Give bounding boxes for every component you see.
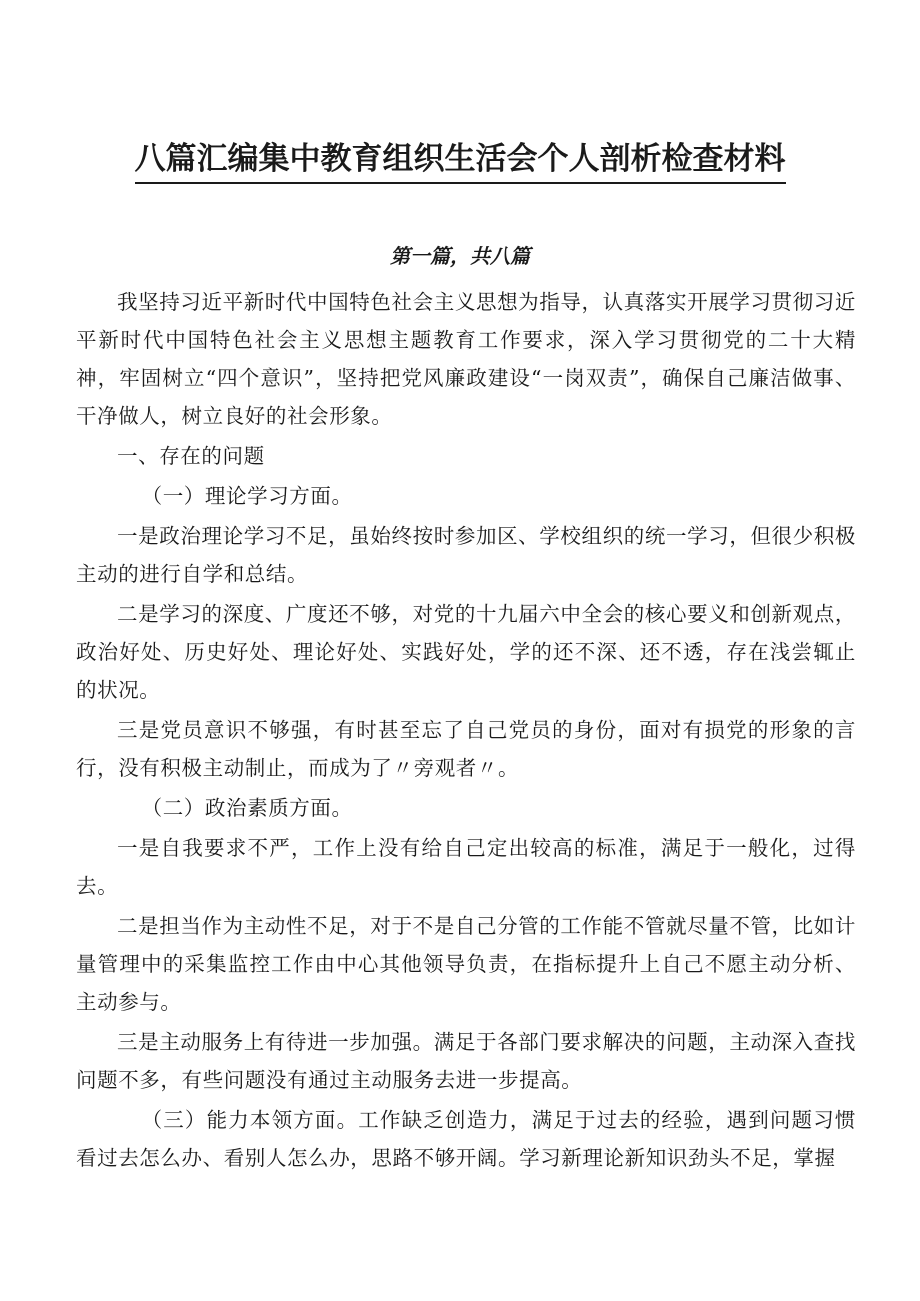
- body-paragraph: 二是担当作为主动性不足，对于不是自己分管的工作能不管就尽量不管，比如计量管理中的采集监控工作由中心其他领导负责，在指标提升上自己不愿主动分析、主动参与。: [76, 914, 856, 1014]
- document-title: [0, 138, 920, 184]
- intro-paragraph: 我坚持习近平新时代中国特色社会主义思想为指导，认真落实开展学习贯彻习近平新时代中国特色社会主义思想主题教育工作要求，深入学习贯彻党的二十大精神，牢固树立“四个意识”，坚持把党风廉政建设“一岗双责”，确保自己廉洁做事、干净做人，树立良好的社会形象。: [76, 290, 856, 428]
- body-paragraph: 一是政治理论学习不足，虽始终按时参加区、学校组织的统一学习，但很少积极主动的进行自学和总结。: [76, 524, 856, 586]
- body-paragraph: 一是自我要求不严，工作上没有给自己定出较高的标准，满足于一般化，过得去。: [76, 836, 856, 898]
- subsection-heading-political-quality: （二）政治素质方面。: [141, 796, 353, 820]
- body-paragraph: 三是党员意识不够强，有时甚至忘了自己党员的身份，面对有损党的形象的言行，没有积极主动制止，而成为了〃旁观者〃。: [76, 718, 856, 780]
- body-paragraph: 二是学习的深度、广度还不够，对党的十九届六中全会的核心要义和创新观点，政治好处、历史好处、理论好处、实践好处，学的还不深、还不透，存在浅尝辄止的状况。: [76, 602, 856, 702]
- body-paragraph: 三是主动服务上有待进一步加强。满足于各部门要求解决的问题，主动深入查找问题不多，有些问题没有通过主动服务去进一步提高。: [76, 1030, 856, 1092]
- document-body: [76, 283, 856, 1179]
- document-subtitle: 第一篇，共八篇: [390, 244, 530, 268]
- section-heading-problems: 一、存在的问题: [117, 444, 265, 468]
- document-title-text: 八篇汇编集中教育组织生活会个人剖析检查材料: [135, 138, 786, 184]
- subsection-heading-ability: （三）能力本领方面。工作缺乏创造力，满足于过去的经验，遇到问题习惯看过去怎么办、看别人怎么办，思路不够开阔。学习新理论新知识劲头不足，掌握: [76, 1108, 856, 1170]
- subsection-heading-theory-study: （一）理论学习方面。: [141, 484, 353, 508]
